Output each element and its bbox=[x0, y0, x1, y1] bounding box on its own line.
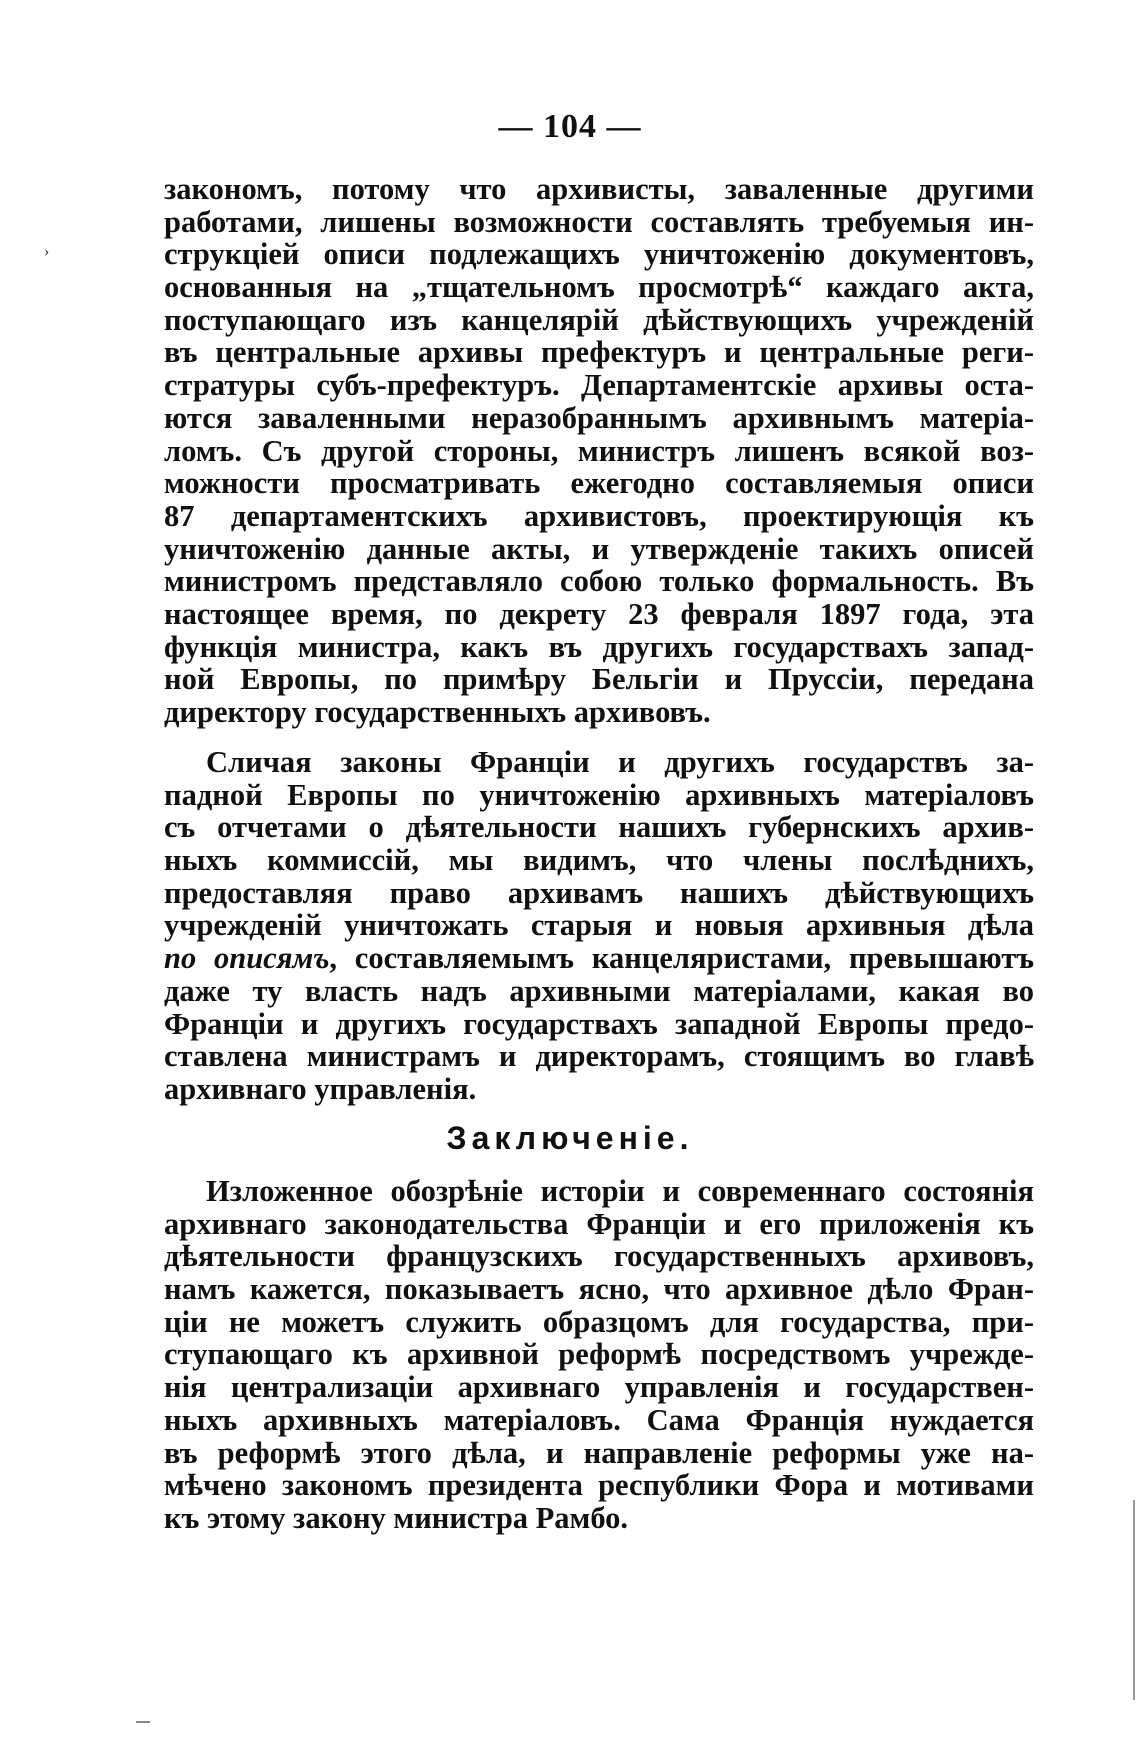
text-line: учрежденій уничтожать старыя и новыя архивныя дѣла bbox=[164, 908, 1034, 943]
scan-edge-line bbox=[1133, 1500, 1135, 1700]
text-line: ныхъ архивныхъ матеріаловъ. Сама Франція нуждается bbox=[164, 1402, 1034, 1437]
text-line: нія централизаціи архивнаго управленія и государствен- bbox=[164, 1370, 1034, 1405]
text-line: ломъ. Съ другой стороны, министръ лишенъ всякой воз- bbox=[164, 433, 1034, 468]
text-line: мѣчено закономъ президента республики Фора и мотивами bbox=[164, 1468, 1034, 1503]
text-line: основанныя на „тщательномъ просмотрѣ“ каждаго акта, bbox=[164, 270, 1034, 305]
text-line: архивнаго законодательства Франціи и его приложенія къ bbox=[164, 1206, 1034, 1241]
text-line: стратуры субъ-префектуръ. Департаментскіе архивы оста- bbox=[164, 368, 1034, 403]
text-line: настоящее время, по декрету 23 февраля 1897 года, эта bbox=[164, 596, 1034, 631]
text-line: Франціи и другихъ государствахъ западной Европы предо- bbox=[164, 1006, 1034, 1041]
section-heading: Заключеніе. bbox=[446, 1120, 694, 1156]
paragraph-3 bbox=[164, 1175, 1034, 1535]
text-line: къ этому закону министра Рамбо. bbox=[164, 1500, 629, 1535]
text-line: архивнаго управленія. bbox=[164, 1071, 477, 1106]
text-line: ціи не можетъ служить образцомъ для государства, при- bbox=[164, 1304, 1034, 1339]
text-line: ныхъ коммиссій, мы видимъ, что члены послѣднихъ, bbox=[164, 843, 1034, 878]
margin-mark: › bbox=[44, 243, 50, 260]
text-line: министромъ представляло собою только формальность. Въ bbox=[164, 564, 1034, 599]
text-line: уничтоженію данные акты, и утвержденіе такихъ описей bbox=[164, 531, 1034, 566]
scan-foot-mark bbox=[136, 1721, 150, 1723]
text-line: ной Европы, по примѣру Бельгіи и Пруссіи, передана bbox=[164, 662, 1034, 697]
text-line: въ центральные архивы префектуръ и центральные реги- bbox=[164, 335, 1034, 370]
text-line: Сличая законы Франціи и другихъ государствъ за- bbox=[206, 745, 1034, 779]
text-line: ступающаго къ архивной реформѣ посредствомъ учрежде- bbox=[164, 1337, 1034, 1372]
paragraph-1 bbox=[164, 173, 1034, 729]
text-line: дѣятельности французскихъ государственныхъ архивовъ, bbox=[164, 1239, 1034, 1274]
text-line: можности просматривать ежегодно составляемыя описи bbox=[164, 466, 1034, 501]
page-number: — 104 — bbox=[498, 108, 642, 145]
emphasized-text: по описямъ bbox=[164, 941, 330, 976]
text-line: даже ту власть надъ архивными матеріалами, какая во bbox=[164, 973, 1034, 1008]
text-line-with-emphasis bbox=[164, 942, 1034, 975]
text-line: закономъ, потому что архивисты, заваленные другими bbox=[164, 172, 1034, 206]
text-line: предоставляя право архивамъ нашихъ дѣйствующихъ bbox=[164, 875, 1034, 910]
text-line: падной Европы по уничтоженію архивныхъ матеріаловъ bbox=[164, 777, 1034, 812]
text-line: 87 департаментскихъ архивистовъ, проектирующія къ bbox=[164, 498, 1034, 533]
text-line: струкціей описи подлежащихъ уничтоженію документовъ, bbox=[164, 237, 1034, 272]
text-line: поступающаго изъ канцелярій дѣйствующихъ учрежденій bbox=[164, 302, 1034, 337]
text-line: съ отчетами о дѣятельности нашихъ губернскихъ архив- bbox=[164, 810, 1034, 845]
text-line: ставлена министрамъ и директорамъ, стоящимъ во главѣ bbox=[164, 1039, 1034, 1074]
text-line: директору государственныхъ архивовъ. bbox=[164, 695, 711, 729]
emphasis-tail: , составляемымъ канцеляристами, превышаютъ bbox=[329, 941, 1034, 976]
text-line: ются заваленными неразобраннымъ архивнымъ матеріа- bbox=[164, 400, 1034, 435]
text-line: въ реформѣ этого дѣла, и направленіе реформы уже на- bbox=[164, 1435, 1034, 1470]
text-line: функція министра, какъ въ другихъ государствахъ запад- bbox=[164, 629, 1034, 664]
text-line: работами, лишены возможности составлять требуемыя ин- bbox=[164, 204, 1034, 239]
text-line: Изложенное обозрѣніе исторіи и современнаго состоянія bbox=[206, 1174, 1034, 1208]
paragraph-2 bbox=[164, 746, 1034, 1106]
text-line: намъ кажется, показываетъ ясно, что архивное дѣло Фран- bbox=[164, 1272, 1034, 1307]
